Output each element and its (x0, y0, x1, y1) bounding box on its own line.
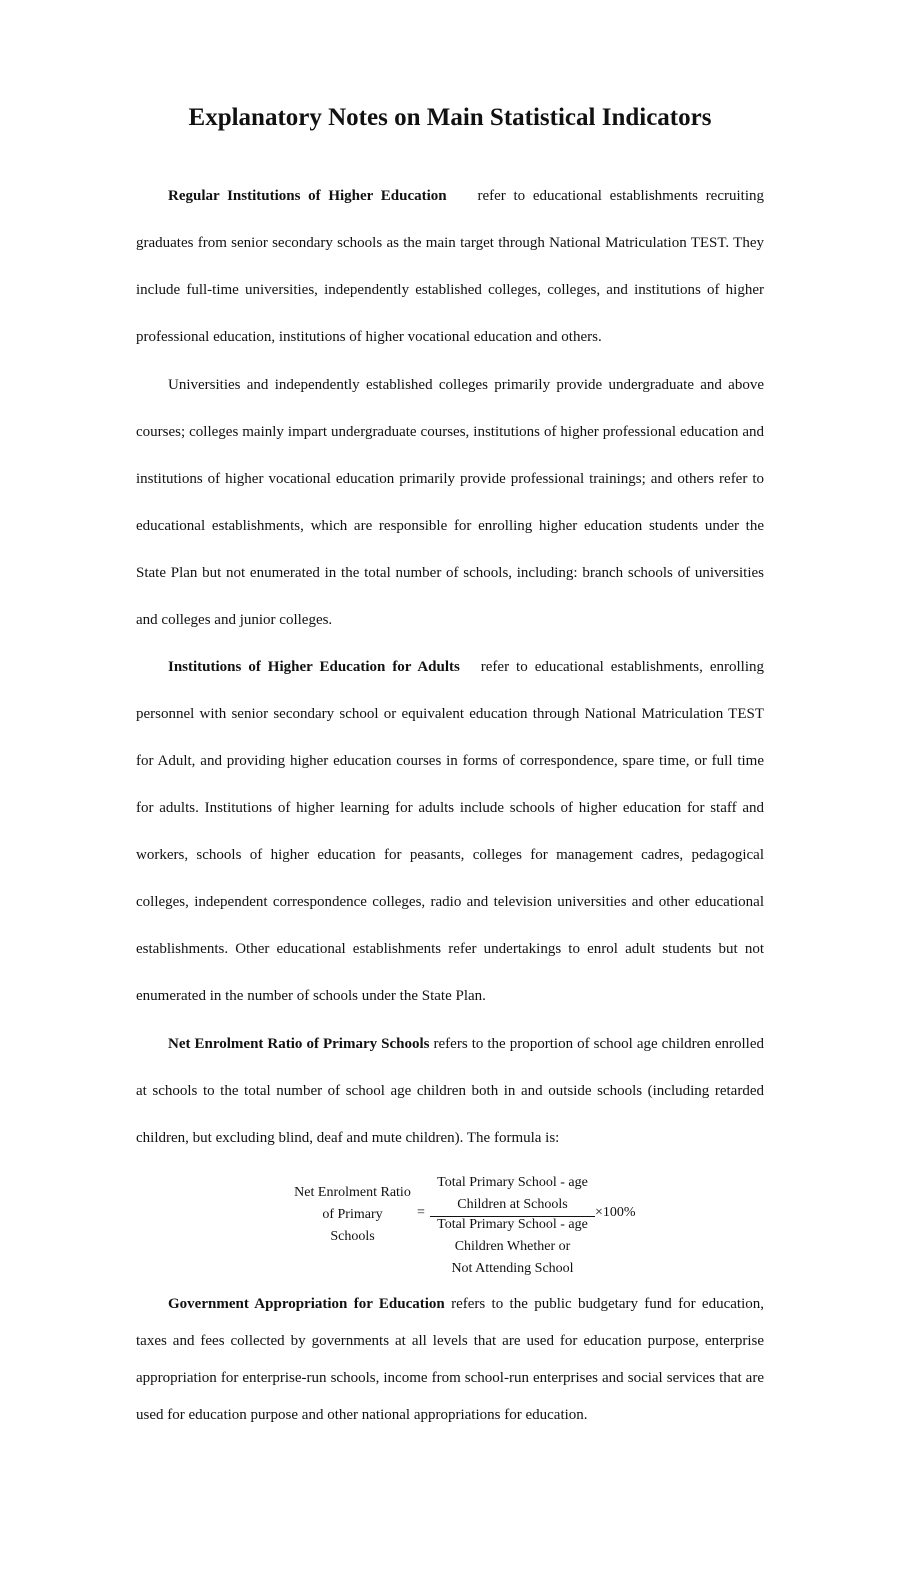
term-adult-institutions: Institutions of Higher Education for Adults (168, 659, 460, 675)
formula-denominator-line: Not Attending School (451, 1261, 574, 1276)
paragraph-regular-institutions (136, 173, 764, 361)
formula-numerator-line: Total Primary School - age (437, 1175, 588, 1190)
page-title: Explanatory Notes on Main Statistical Indicators (188, 104, 712, 131)
term-net-enrolment: Net Enrolment Ratio of Primary Schools (168, 1036, 430, 1052)
definition-adult-institutions: refer to educational establishments, enrolling personnel with senior secondary school or equivalent education through National Matriculation TEST for Adult, and providing higher education courses in forms of correspondence, spare time, or full time for adults. Institutions of higher learning for adults include schools of higher education for staff and workers, schools of higher education for peasants, colleges for management cadres, pedagogical colleges, independent correspondence colleges, radio and television universities and other educational establishments. Other educational establishments refer undertakings to enrol adult students but not enumerated in the number of schools under the State Plan. (136, 659, 764, 1004)
definition-regular-institutions: refer to educational establishments recruiting graduates from senior secondary schools as the main target through National Matriculation TEST. They include full-time universities, independently established colleges, colleges, and institutions of higher professional education, institutions of higher vocational education and others. (136, 188, 764, 345)
definition-net-enrolment: refers to the proportion of school age children enrolled at schools to the total number of school age children both in and outside schools (including retarded children, but excluding blind, deaf and mute children). The formula is: (136, 1036, 764, 1146)
net-enrolment-formula (280, 1170, 660, 1282)
formula-denominator (430, 1214, 595, 1280)
term-regular-institutions: Regular Institutions of Higher Education (168, 188, 447, 204)
formula-numerator-line: Children at Schools (457, 1197, 568, 1212)
definition-universities: Universities and independently established colleges primarily provide undergraduate and above courses; colleges mainly impart undergraduate courses, institutions of higher professional education and institutions of higher vocational education primarily provide professional trainings; and others refer to educational establishments, which are responsible for enrolling higher education students under the State Plan but not enumerated in the total number of schools, including: branch schools of universities and colleges and junior colleges. (136, 377, 764, 628)
formula-lhs-line: Schools (330, 1229, 375, 1244)
definition-government-appropriation: refers to the public budgetary fund for education, taxes and fees collected by governments at all levels that are used for education purpose, enterprise appropriation for enterprise-run schools, income from school-run enterprises and social services that are used for education purpose and other national appropriations for education. (136, 1296, 764, 1423)
formula-multiplier: ×100% (595, 1205, 636, 1220)
formula-lhs (280, 1182, 425, 1248)
paragraph-universities (136, 362, 764, 644)
paragraph-government-appropriation (136, 1286, 764, 1434)
formula-lhs-line: Net Enrolment Ratio (294, 1185, 411, 1200)
formula-numerator (430, 1172, 595, 1216)
formula-denominator-line: Total Primary School - age (437, 1217, 588, 1232)
formula-equals: = (417, 1205, 425, 1220)
term-government-appropriation: Government Appropriation for Education (168, 1296, 445, 1312)
paragraph-net-enrolment (136, 1021, 764, 1162)
formula-denominator-line: Children Whether or (454, 1239, 571, 1254)
formula-lhs-line: of Primary (322, 1207, 383, 1222)
paragraph-adult-institutions (136, 644, 764, 1020)
